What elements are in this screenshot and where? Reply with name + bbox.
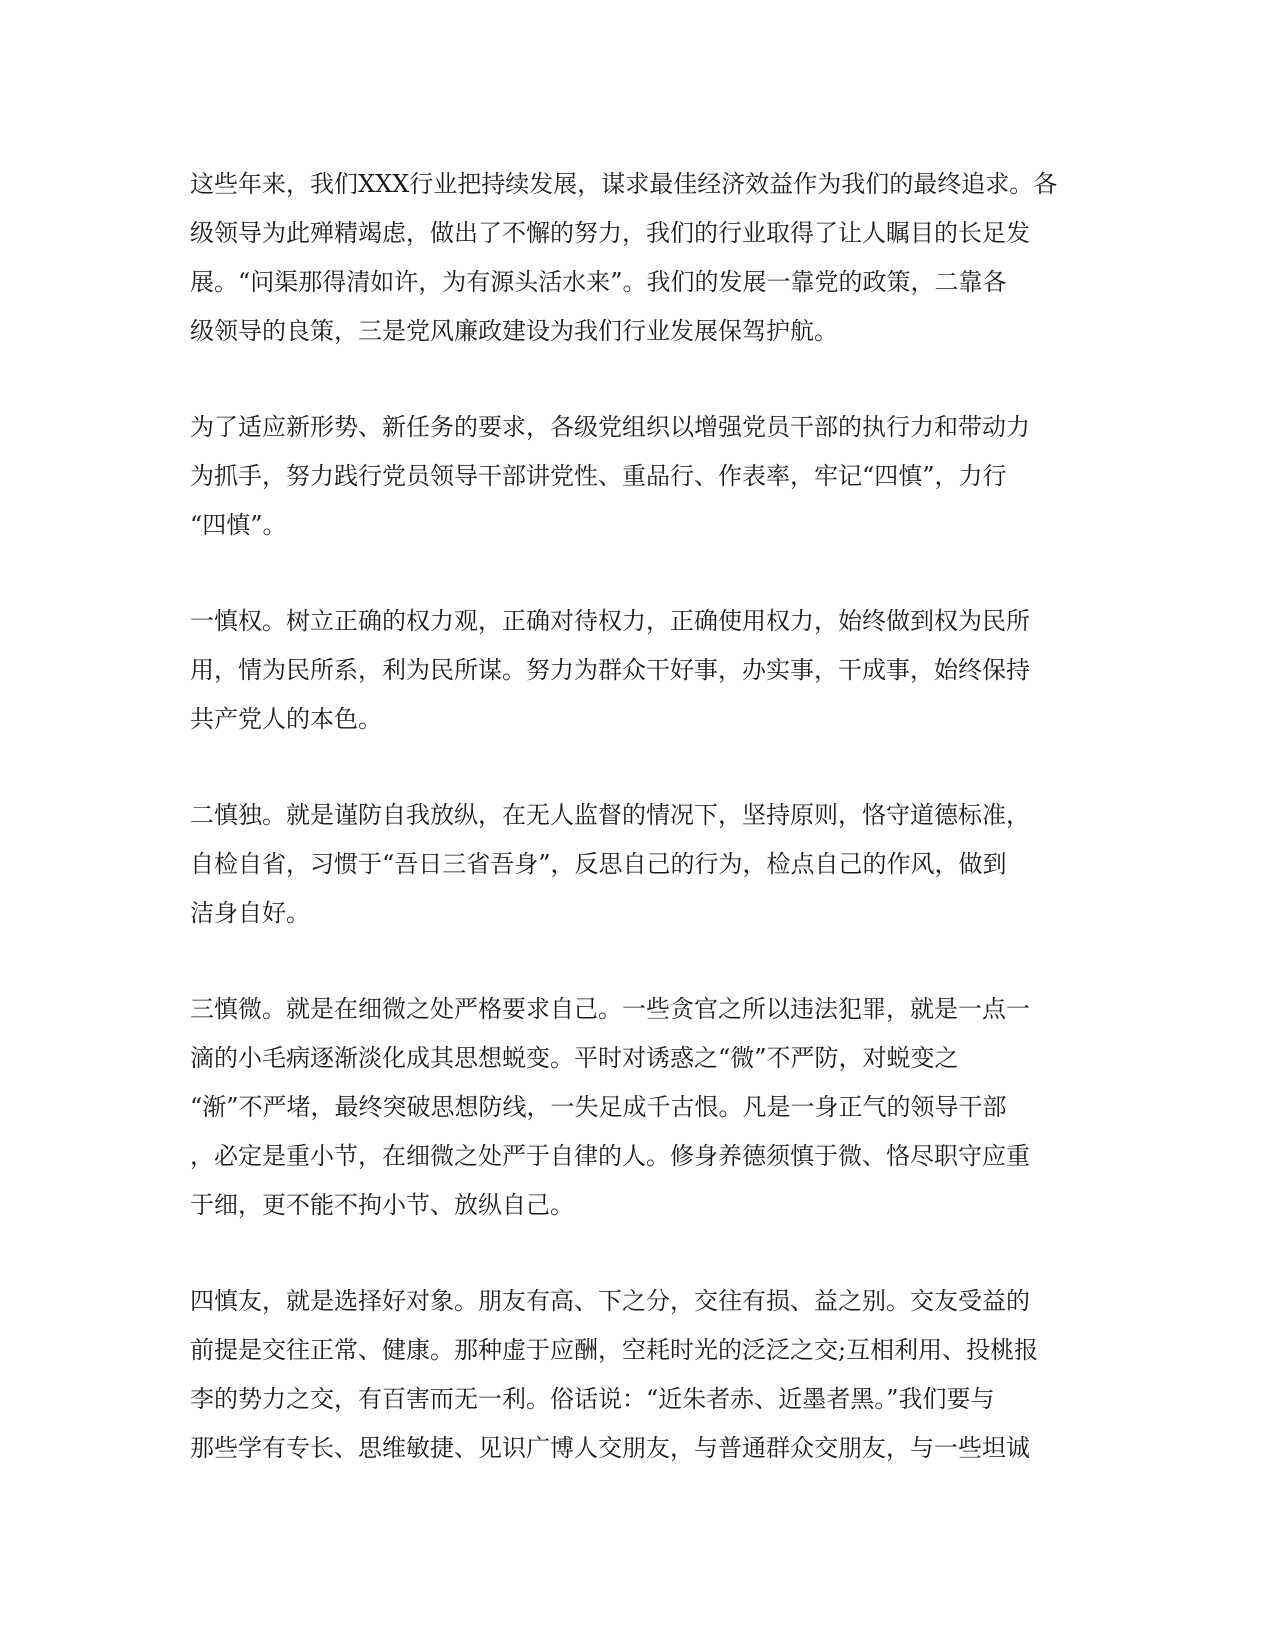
paragraph-intro: [190, 160, 1085, 356]
text-line: 为了适应新形势、新任务的要求，各级党组织以增强党员干部的执行力和带动力: [190, 413, 1030, 441]
text-line: ，必定是重小节，在细微之处严于自律的人。修身养德须慎于微、恪尽职守应重: [190, 1142, 1030, 1170]
text-line: 共产党人的本色。: [190, 705, 382, 733]
text-line: 为抓手，努力践行党员领导干部讲党性、重品行、作表率，牢记“四慎”，力行: [190, 462, 1007, 490]
text-line: 三慎微。就是在细微之处严格要求自己。一些贪官之所以违法犯罪，就是一点一: [190, 995, 1030, 1023]
paragraph-caution-friends: [190, 1277, 1085, 1473]
text-line: 用，情为民所系，利为民所谋。努力为群众干好事，办实事，干成事，始终保持: [190, 656, 1030, 684]
text-line: 二慎独。就是谨防自我放纵，在无人监督的情况下，坚持原则，恪守道德标准，: [190, 801, 1030, 829]
text-line: 洁身自好。: [190, 899, 310, 927]
text-line: “渐”不严堵，最终突破思想防线，一失足成千古恨。凡是一身正气的领导干部: [190, 1093, 1007, 1121]
text-line: “四慎”。: [190, 511, 287, 539]
paragraph-four-cautions: [190, 403, 1085, 550]
text-line: 一慎权。树立正确的权力观，正确对待权力，正确使用权力，始终做到权为民所: [190, 607, 1030, 635]
text-line: 于细，更不能不拘小节、放纵自己。: [190, 1191, 574, 1219]
text-line: 那些学有专长、思维敏捷、见识广博人交朋友，与普通群众交朋友，与一些坦诚: [190, 1434, 1030, 1462]
text-line: 级领导的良策，三是党风廉政建设为我们行业发展保驾护航。: [190, 317, 838, 345]
text-line: 李的势力之交，有百害而无一利。俗话说：“近朱者赤、近墨者黑。”我们要与: [190, 1385, 995, 1413]
paragraph-caution-power: [190, 597, 1085, 744]
document-body: [190, 160, 1085, 1520]
paragraph-caution-details: [190, 985, 1085, 1230]
text-line: 四慎友，就是选择好对象。朋友有高、下之分，交往有损、益之别。交友受益的: [190, 1287, 1030, 1315]
text-line: 滴的小毛病逐渐淡化成其思想蜕变。平时对诱惑之“微”不严防，对蜕变之: [190, 1044, 959, 1072]
text-line: 前提是交往正常、健康。那种虚于应酬，空耗时光的泛泛之交;互相利用、投桃报: [190, 1336, 1039, 1364]
paragraph-caution-solitude: [190, 791, 1085, 938]
text-line: 这些年来，我们XXX行业把持续发展，谋求最佳经济效益作为我们的最终追求。各: [190, 170, 1058, 198]
text-line: 级领导为此殚精竭虑，做出了不懈的努力，我们的行业取得了让人瞩目的长足发: [190, 219, 1030, 247]
text-line: 展。“问渠那得清如许，为有源头活水来”。我们的发展一靠党的政策，二靠各: [190, 268, 1007, 296]
text-line: 自检自省，习惯于“吾日三省吾身”，反思自己的行为，检点自己的作风，做到: [190, 850, 1007, 878]
